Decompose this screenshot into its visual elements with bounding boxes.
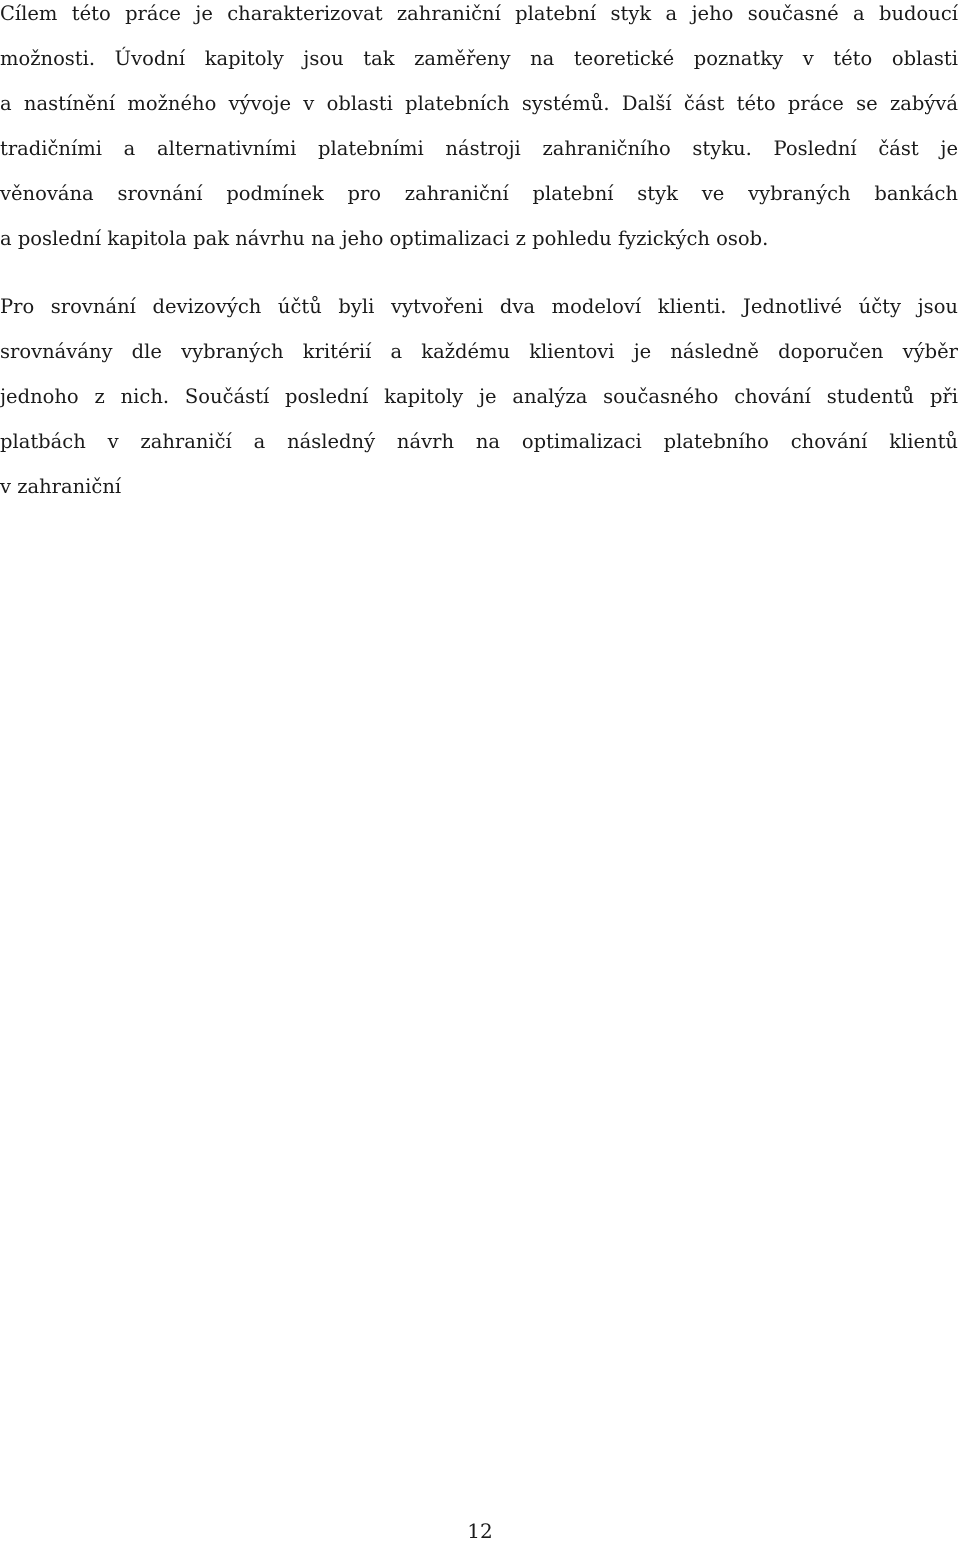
text-line: platbách v zahraničí a následný návrh na optimalizaci platebního chování klientů bbox=[0, 430, 958, 453]
text-line: tradičními a alternativními platebními nástroji zahraničního styku. Poslední část je bbox=[0, 137, 958, 160]
paragraph-spacing bbox=[0, 270, 958, 293]
text-line: Cílem této práce je charakterizovat zahraniční platební styk a jeho současné a budoucí bbox=[0, 2, 958, 25]
text-line: jednoho z nich. Součástí poslední kapitoly je analýza současného chování studentů při bbox=[0, 385, 958, 408]
body-text bbox=[0, 0, 958, 518]
paragraph-2 bbox=[0, 293, 958, 518]
paragraph-1 bbox=[0, 0, 958, 270]
text-line: a nastínění možného vývoje v oblasti platebních systémů. Další část této práce se zabývá bbox=[0, 92, 958, 115]
text-line: v zahraniční bbox=[0, 475, 122, 498]
text-line: věnována srovnání podmínek pro zahraniční platební styk ve vybraných bankách bbox=[0, 182, 958, 205]
text-line: a poslední kapitola pak návrhu na jeho optimalizaci z pohledu fyzických osob. bbox=[0, 227, 769, 250]
text-line: možnosti. Úvodní kapitoly jsou tak zaměřeny na teoretické poznatky v této oblasti bbox=[0, 47, 958, 70]
text-line: srovnávány dle vybraných kritérií a každému klientovi je následně doporučen výběr bbox=[0, 340, 958, 363]
text-line: Pro srovnání devizových účtů byli vytvořeni dva modeloví klienti. Jednotlivé účty jsou bbox=[0, 295, 958, 318]
page-number: 12 bbox=[467, 1519, 493, 1543]
